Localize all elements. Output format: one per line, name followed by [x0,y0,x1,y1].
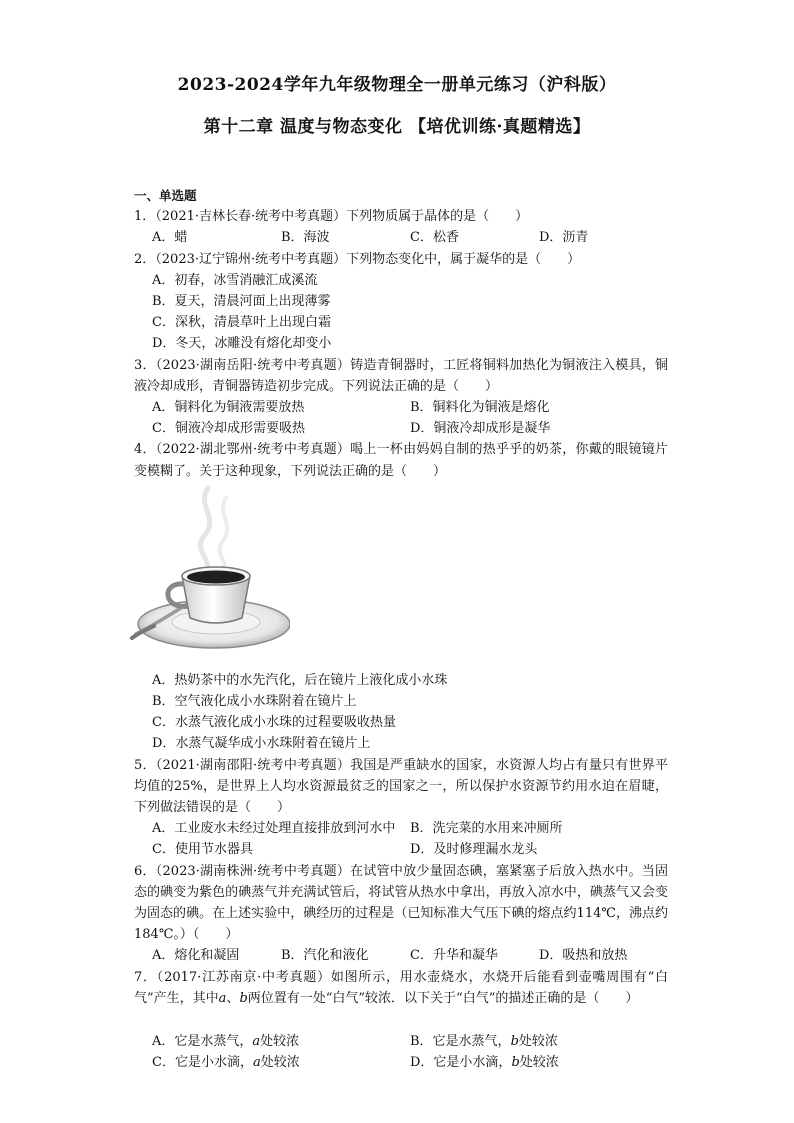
question-7-stem [134,967,668,1009]
option-text: D．它是小水滴， [410,1055,512,1071]
option-text: B．它是水蒸气， [410,1034,511,1050]
stem-text: 两位置有一处“白气”较浓．以下关于“白气”的描述正确的是（ ） [247,990,639,1006]
option-c[interactable]: C．松香 [410,230,459,246]
option-b[interactable]: B．汽化和液化 [281,948,369,964]
option-a[interactable]: A．熔化和凝固 [152,948,240,964]
option-text: C．它是小水滴， [152,1055,253,1071]
question-2-stem: 2．（2023·辽宁锦州·统考中考真题）下列物态变化中，属于凝华的是（ ） [134,251,581,267]
option-c[interactable]: C．深秋，清晨草叶上出现白霜 [152,315,331,331]
option-var: a [252,1034,261,1050]
option-text: 处较浓 [260,1055,300,1071]
question-6-stem: 6．（2023·湖南株洲·统考中考真题）在试管中放少量固态碘，塞紧塞子后放入热水中。当固态的碘变为紫色的碘蒸气并充满试管后，将试管从热水中拿出，再放入凉水中，碘蒸气又会变为固态的碘。在上述实验中，碘经历的过程是（已知标准大气压下碘的熔点约114℃，沸点约184℃。）（ ） [134,863,668,943]
option-var: b [510,1034,519,1050]
question-4-stem: 4．（2022·湖北鄂州·统考中考真题）喝上一杯由妈妈自制的热乎乎的奶茶，你戴的眼镜镜片变模糊了。关于这种现象，下列说法正确的是（ ） [134,442,668,479]
option-d[interactable]: D．冬天，冰雕没有熔化却变小 [152,336,332,352]
option-a[interactable]: A．初春，冰雪消融汇成溪流 [152,272,318,288]
option-text: 处较浓 [519,1055,559,1071]
stem-text: 7．（2017·江苏南京·中考真题）如图所示，用水壶烧水，水烧开后能看到壶嘴周围有“白气”产生，其中 [134,969,668,1006]
option-var: b [511,1055,520,1071]
option-c[interactable] [152,1052,410,1073]
chapter-title: 第十二章 温度与物态变化 【培优训练·真题精选】 [203,117,591,137]
question-6-options [134,945,668,966]
question-7-options-row1 [134,1031,668,1052]
option-d[interactable]: D．吸热和放热 [539,948,628,964]
option-c[interactable]: C．升华和凝华 [410,948,498,964]
coffee-cup-figure [134,482,668,670]
option-b[interactable]: B．夏天，清晨河面上出现薄雾 [152,294,331,310]
question-1-options [134,227,668,248]
question-list [134,185,668,1074]
option-a[interactable]: A．铜料化为铜液需要放热 [152,400,305,416]
question-3-options-row1 [134,397,668,418]
option-d[interactable]: D．及时修理漏水龙头 [410,842,538,858]
option-text: A．它是水蒸气， [152,1034,253,1050]
option-b[interactable]: B．海波 [281,230,330,246]
option-d[interactable] [410,1052,668,1073]
position-b-label: b [239,990,248,1006]
coffee-cup-icon [130,484,290,664]
option-text: 处较浓 [260,1034,300,1050]
option-d[interactable]: D．沥青 [539,230,589,246]
option-b[interactable]: B．洗完菜的水用来冲厕所 [410,821,563,837]
option-b[interactable]: B．空气液化成小水珠附着在镜片上 [152,694,357,710]
option-c[interactable]: C．使用节水器具 [152,842,253,858]
option-c[interactable]: C．水蒸气液化成小水珠的过程要吸收热量 [152,715,396,731]
question-5-options-row1 [134,818,668,839]
option-b[interactable]: B．铜料化为铜液是熔化 [410,400,550,416]
stem-text: 、 [226,990,240,1006]
option-a[interactable] [152,1031,410,1052]
option-d[interactable]: D．铜液冷却成形是凝华 [410,421,551,437]
option-d[interactable]: D．水蒸气凝华成小水珠附着在镜片上 [152,736,371,752]
option-c[interactable]: C．铜液冷却成形需要吸热 [152,421,305,437]
option-a[interactable]: A．蜡 [152,230,188,246]
position-a-label: a [218,990,227,1006]
option-text: 处较浓 [518,1034,558,1050]
question-3-options-row2 [134,418,668,439]
question-3-stem: 3．（2023·湖南岳阳·统考中考真题）铸造青铜器时，工匠将铜料加热化为铜液注入模具，铜液冷却成形，青铜器铸造初步完成。下列说法正确的是（ ） [134,357,668,394]
question-7-options-row2 [134,1052,668,1073]
option-a[interactable]: A．热奶茶中的水先汽化，后在镜片上液化成小水珠 [152,672,448,688]
option-b[interactable] [410,1031,668,1052]
document-title: 2023-2024学年九年级物理全一册单元练习（沪科版） [177,75,617,95]
section-title: 一、单选题 [134,188,197,203]
question-5-stem: 5．（2021·湖南邵阳·统考中考真题）我国是严重缺水的国家，水资源人均占有量只有世界平均值的25%，是世界上人均水资源最贫乏的国家之一，所以保护水资源节约用水迫在眉睫，下列做法错误的是（ ） [134,757,668,816]
question-1-stem: 1．（2021·吉林长春·统考中考真题）下列物质属于晶体的是（ ） [134,209,529,225]
option-var: a [252,1055,261,1071]
question-5-options-row2 [134,839,668,860]
option-a[interactable]: A．工业废水未经过处理直接排放到河水中 [152,821,396,837]
